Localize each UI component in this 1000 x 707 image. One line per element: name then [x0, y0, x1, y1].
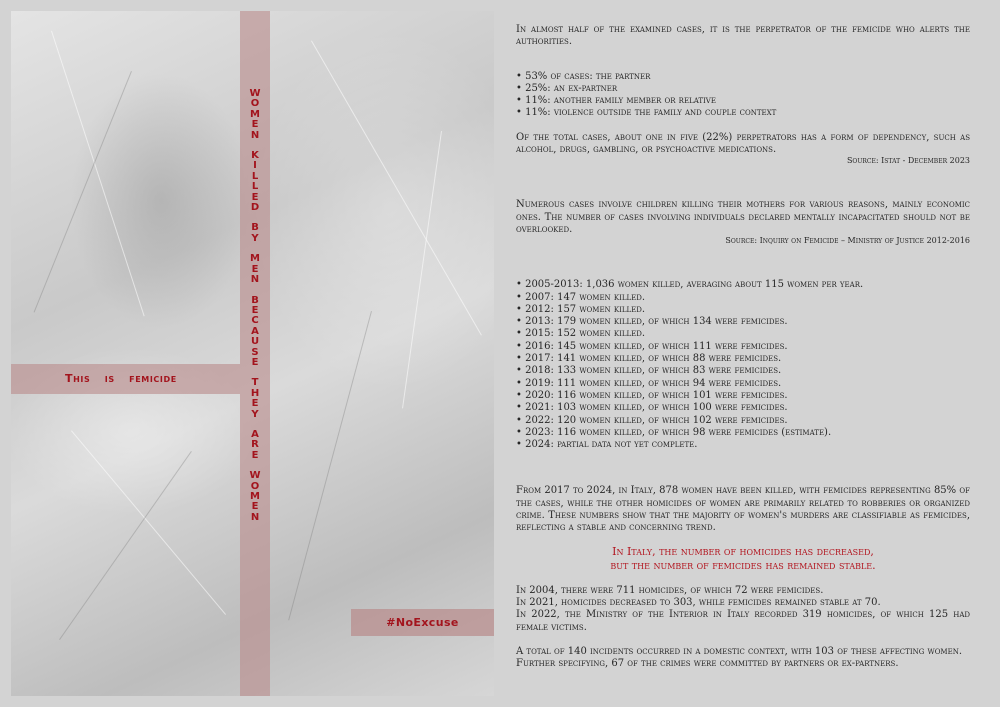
- children-paragraph: Numerous cases involve children killing their mothers for various reasons, mainly economic ones. The number of cases involving individuals declared mentally incapacitated should not be overlooked.: [516, 199, 970, 235]
- slogan-word: W O M E N: [249, 88, 261, 141]
- plastic-crease: [288, 311, 372, 620]
- list-item: • 2013: 179 women killed, of which 134 were femicides.: [516, 316, 970, 328]
- list-item: • 2017: 141 women killed, of which 88 were femicides.: [516, 353, 970, 365]
- intro-paragraph: In almost half of the examined cases, it is the perpetrator of the femicide who alerts the authorities.: [516, 24, 970, 48]
- slogan-word: W O M E N: [249, 470, 261, 523]
- slogan-word: K I L L E D: [250, 150, 260, 214]
- partners-paragraph: Further specifying, 67 of the crimes were committed by partners or ex-partners.: [516, 658, 899, 670]
- text-column: [516, 24, 970, 670]
- domestic-paragraph: A total of 140 incidents occurred in a domestic context, with 103 of these affecting women.: [516, 645, 963, 657]
- list-item: • 2020: 116 women killed, of which 101 were femicides.: [516, 390, 970, 402]
- list-item: • 11%: another family member or relative: [516, 95, 970, 107]
- list-item: • 25%: an ex-partner: [516, 83, 970, 95]
- list-item: • 11%: violence outside the family and couple context: [516, 107, 970, 119]
- source-ministry: Source: Inquiry on Femicide – Ministry of Justice 2012-2016: [725, 236, 970, 246]
- list-item: • 2018: 133 women killed, of which 83 were femicides.: [516, 365, 970, 377]
- list-item: • 2021: 103 women killed, of which 100 were femicides.: [516, 402, 970, 414]
- slogan-word: B Y: [251, 222, 259, 244]
- plastic-crease: [59, 451, 192, 640]
- highlight-line-1: In Italy, the number of homicides has decreased,: [612, 544, 874, 558]
- slogan-word: T H E Y: [250, 377, 260, 420]
- list-item: • 2015: 152 women killed.: [516, 328, 970, 340]
- plastic-crease: [402, 131, 442, 408]
- list-item: • 2007: 147 women killed.: [516, 292, 970, 304]
- list-item: • 2005-2013: 1,036 women killed, averaging about 115 women per year.: [516, 279, 970, 291]
- highlight-line-2: but the number of femicides has remained stable.: [610, 558, 876, 572]
- list-item: • 2019: 111 women killed, of which 94 were femicides.: [516, 378, 970, 390]
- slogan-horizontal: This is femicide: [65, 372, 177, 385]
- yearly-stats-list: [516, 279, 970, 451]
- slogan-vertical: [240, 89, 270, 523]
- list-item: • 2024: partial data not yet complete.: [516, 439, 970, 451]
- list-item: • 2012: 157 women killed.: [516, 304, 970, 316]
- horizontal-band: [11, 364, 240, 394]
- homicides-2022: In 2022, the Ministry of the Interior in Italy recorded 319 homicides, of which 125 had female victims.: [516, 609, 970, 633]
- slogan-word: A R E: [251, 428, 259, 461]
- summary-paragraph: From 2017 to 2024, in Italy, 878 women have been killed, with femicides representing 85% of the cases, while the other homicides of women are primarily related to robberies or organized crime. These numbers show that the majority of women's murders are classifiable as femicides, reflecting a stable and concerning trend.: [516, 485, 970, 534]
- source-istat: Source: Istat - December 2023: [846, 156, 970, 166]
- list-item: • 2022: 120 women killed, of which 102 were femicides.: [516, 415, 970, 427]
- slogan-word: B E C A U S E: [250, 294, 260, 368]
- poster-image: [11, 11, 494, 696]
- list-item: • 2016: 145 women killed, of which 111 were femicides.: [516, 341, 970, 353]
- alert-stats-list: [516, 71, 970, 120]
- list-item: • 53% of cases: the partner: [516, 71, 970, 83]
- slogan-word: M E N: [250, 253, 260, 286]
- homicides-2004: In 2004, there were 711 homicides, of which 72 were femicides.: [516, 584, 824, 596]
- hashtag-noexcuse: #NoExcuse: [386, 616, 459, 629]
- plastic-crease: [311, 41, 482, 336]
- plastic-crease: [34, 71, 132, 312]
- homicides-2021: In 2021, homicides decreased to 303, while femicides remained stable at 70.: [516, 596, 881, 608]
- dependency-paragraph: Of the total cases, about one in five (22%) perpetrators has a form of dependency, such as alcohol, drugs, gambling, or psychoactive medications.: [516, 131, 970, 156]
- list-item: • 2023: 116 women killed, of which 98 were femicides (estimate).: [516, 427, 970, 439]
- hashtag-band: [351, 609, 494, 636]
